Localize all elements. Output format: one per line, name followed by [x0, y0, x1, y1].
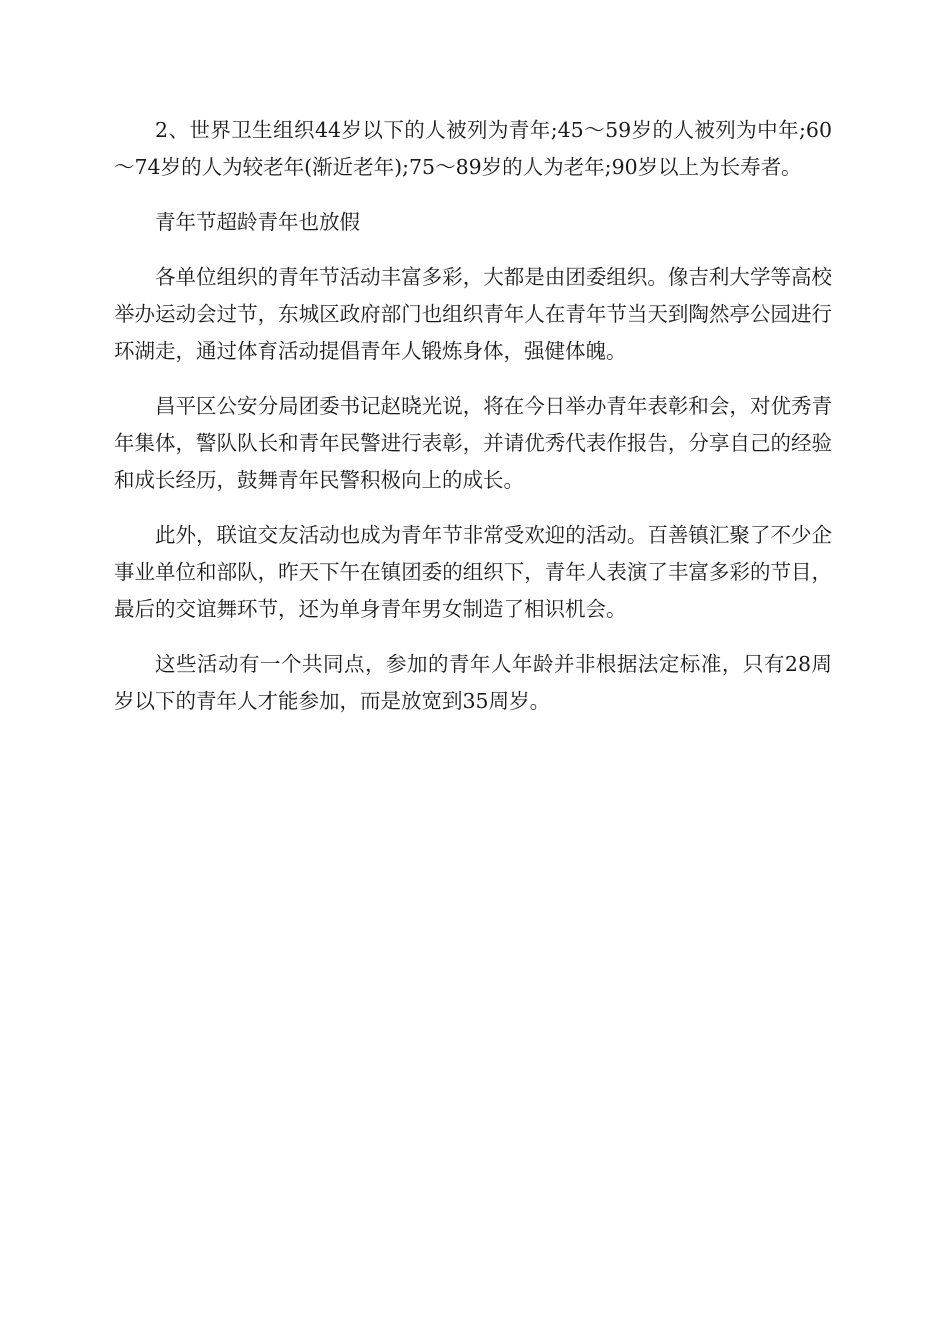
- section-heading: 青年节超龄青年也放假: [155, 210, 360, 234]
- paragraph-unit-activities: 各单位组织的青年节活动丰富多彩，大都是由团委组织。像吉利大学等高校举办运动会过节，东城区政府部门也组织青年人在青年节当天到陶然亭公园进行环湖走，通过体育活动提倡青年人锻炼身体，强健体魄。: [114, 265, 832, 363]
- paragraph-social-activities: 此外，联谊交友活动也成为青年节非常受欢迎的活动。百善镇汇聚了不少企事业单位和部队，昨天下午在镇团委的组织下，青年人表演了丰富多彩的节目，最后的交谊舞环节，还为单身青年男女制造了相识机会。: [114, 523, 832, 621]
- paragraph-age-limit: 这些活动有一个共同点，参加的青年人年龄并非根据法定标准，只有28周岁以下的青年人才能参加，而是放宽到35周岁。: [114, 652, 832, 713]
- paragraph-changping-police: 昌平区公安分局团委书记赵晓光说，将在今日举办青年表彰和会，对优秀青年集体，警队队长和青年民警进行表彰，并请优秀代表作报告，分享自己的经验和成长经历，鼓舞青年民警积极向上的成长。: [114, 394, 832, 492]
- paragraph-age-classification: 2、世界卫生组织44岁以下的人被列为青年;45～59岁的人被列为中年;60～74岁的人为较老年(渐近老年);75～89岁的人为老年;90岁以上为长寿者。: [114, 118, 832, 179]
- document-body: [114, 112, 832, 738]
